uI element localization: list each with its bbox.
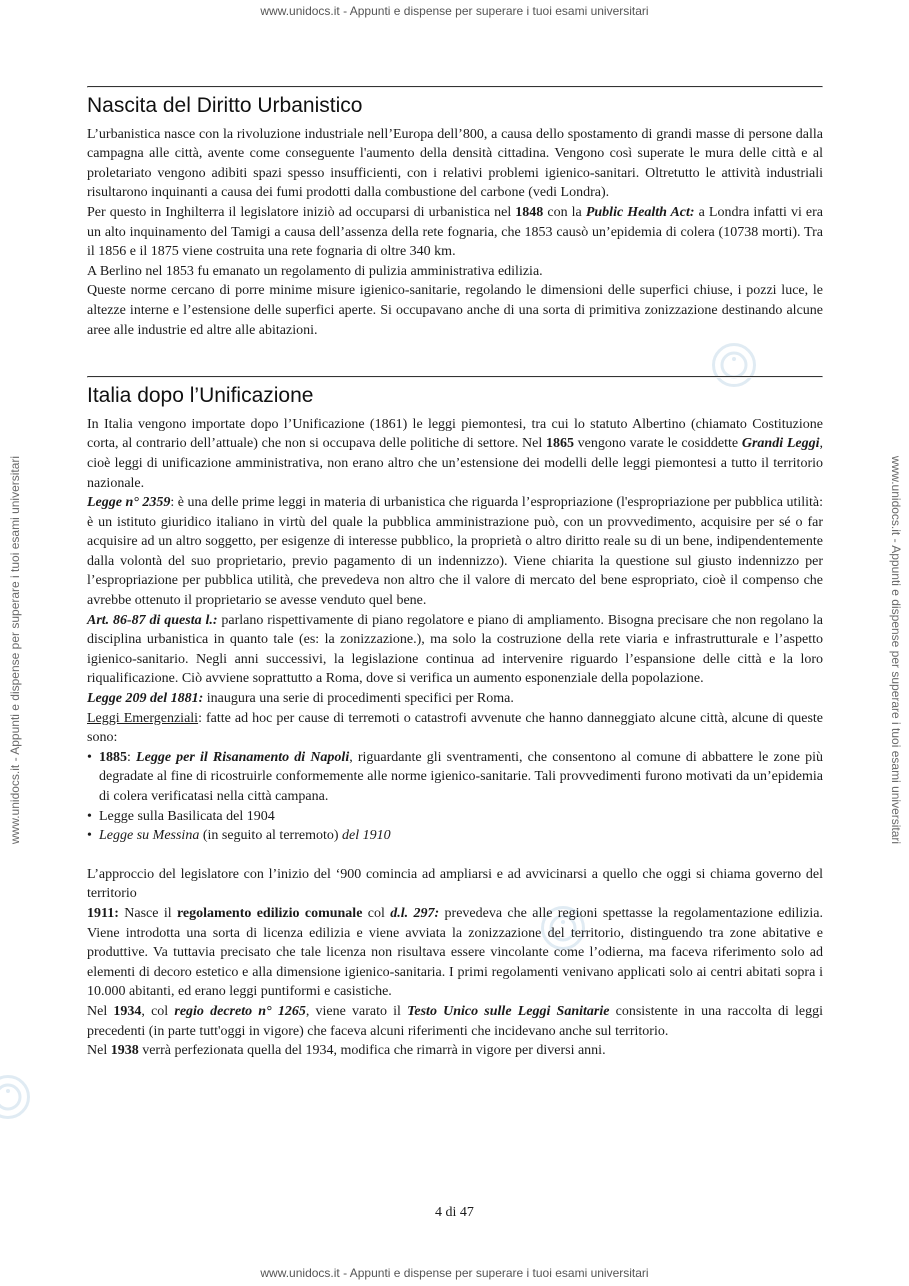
text: , cioè leggi di unificazione amministrativa, non erano altro che un’estensione dei modelli delle leggi piemontesi a tutto il territorio nazionale. <box>87 436 823 491</box>
text: : fatte ad hoc per cause di terremoti o catastrofi avvenute che hanno danneggiato alcune città, alcune di queste sono: <box>87 710 824 746</box>
law-name: Grandi Leggi <box>741 436 820 452</box>
law-name: Testo Unico sulle Leggi Sanitarie <box>407 1003 610 1019</box>
article-name: Art. 86-87 di questa l.: <box>87 612 218 628</box>
text: a Londra infatti vi era un alto inquinamento del Tamigi a causa dell’assenza della rete fognaria, che 1853 causò un’epidemia di colera (10738 morti). Tra il 1856 e il 1875 viene costruita una rete fognaria di oltre 340 km. <box>87 204 823 260</box>
text: , col <box>141 1003 175 1019</box>
text: Per questo in Inghilterra il legislatore iniziò ad occuparsi di urbanistica nel <box>87 204 516 220</box>
year: 1938 <box>110 1043 139 1059</box>
section-nascita-diritto-urbanistico <box>87 86 823 340</box>
text: parlano rispettivamente di piano regolatore e piano di ampliamento. Bisogna precisare che non regolano la disciplina urbanistica in quanto tale (es: la zonizzazione.), ma solo la costruzione della rete viaria e infrastrutturale e l’aspetto igienico-sanitario. Negli anni successivi, la legislazione continua ad intervenire riguardo l’espansione delle città e la loro riqualificazione. Ciò avviene soprattutto a Roma, dove si verifica un aumento esponenziale della popolazione. <box>87 612 823 687</box>
section-title: Nascita del Diritto Urbanistico <box>87 94 363 117</box>
left-side-watermark: www.unidocs.it - Appunti e dispense per superare i tuoi esami universitari <box>8 455 22 845</box>
regulation-name: regolamento edilizio comunale <box>176 905 363 921</box>
header-watermark: www.unidocs.it - Appunti e dispense per superare i tuoi esami universitari <box>260 4 649 18</box>
year: 1911: <box>87 905 119 921</box>
text: , viene varato il <box>305 1003 408 1019</box>
paragraph: A Berlino nel 1853 fu emanato un regolamento di pulizia amministrativa edilizia. <box>87 263 543 279</box>
footer-watermark: www.unidocs.it - Appunti e dispense per superare i tuoi esami universitari <box>260 1266 649 1280</box>
bullet-list <box>87 748 823 846</box>
paragraph <box>87 415 823 493</box>
text: : <box>127 749 137 765</box>
list-item <box>99 748 823 807</box>
law-name: Legge su Messina <box>99 828 200 844</box>
act-name: Public Health Act: <box>585 204 695 220</box>
text: con la <box>543 204 586 220</box>
list-item: • Legge sulla Basilicata del 1904 <box>99 807 823 827</box>
text: consistente in una raccolta di leggi precedenti (in parte tutt'oggi in vigore) che faceva alcuni riferimenti che incidevano anche sul territorio. <box>87 1003 824 1039</box>
year: 1848 <box>515 204 544 220</box>
year: 1885 <box>99 749 127 765</box>
spacer <box>87 846 823 865</box>
unidocs-logo-icon <box>0 1075 30 1119</box>
year: 1934 <box>113 1003 142 1019</box>
paragraph <box>87 611 823 689</box>
text: Nel <box>87 1043 111 1059</box>
underlined-label: Leggi Emergenziali <box>87 710 199 726</box>
paragraph: Queste norme cercano di porre minime misure igienico-sanitarie, regolando le dimensioni delle superfici chiuse, i pozzi luce, le altezze interne e l’estensione delle superfici aperte. Si occupavano anche di una sorta di primitiva zonizzazione destinando alcune aree alle industrie ed altre alle abitazioni. <box>87 283 823 338</box>
section-title: Italia dopo l’Unificazione <box>87 384 314 408</box>
section-italia-dopo-unificazione <box>87 376 823 1061</box>
paragraph: L’urbanistica nasce con la rivoluzione industriale nell’Europa dell’800, a causa dello spostamento di grandi masse di persone dalla campagna alle città, avente come conseguente l'aumento della densità cittadina. Vengono così superate le mura delle città e al proletariato vengono adibiti spazi spesso insufficienti, con i relativi problemi igienico-sanitari. Oltretutto le attività industriali risultarono inquinanti a causa dei fumi prodotti dalla combustione del carbone (vedi Londra). <box>87 126 823 201</box>
text: , riguardante gli sventramenti, che consentono al comune di abbattere le zone più degradate al fine di ricostruirle conformemente alle norme igienico-sanitarie. Tali provvedimenti furono motivati da un’epidemia di colera verificatasi nella città campana. <box>99 749 824 804</box>
paragraph <box>87 1041 823 1061</box>
text: : è una delle prime leggi in materia di urbanistica che riguarda l’espropriazione (l'espropriazione per pubblica utilità: è un istituto giuridico italiano in virtù del quale la pubblica amministrazione può, con un provvedimento, acquisire per sé o far acquisire ad un altro soggetto, per esigenze di interesse pubblico, la proprietà o altro diritto reale su di un bene, indipendentemente dalla volontà del suo proprietario, previo pagamento di un indennizzo). Viene chiarita la questione sul giusto indennizzo per l’espropriazione per pubblica utilità, che prevedeva non altro che il valore di mercato del bene espropriato, cioè il compenso che avrebbe ottenuto il proprietario se avesse venduto quel bene. <box>87 495 823 609</box>
decree-name: d.l. 297: <box>390 905 440 921</box>
text: inaugura una serie di procedimenti specifici per Roma. <box>203 691 514 707</box>
page-number: 4 di 47 <box>435 1205 474 1220</box>
section-divider <box>87 86 823 88</box>
text: Nel <box>87 1003 114 1019</box>
list-item <box>99 826 823 846</box>
year: 1865 <box>545 436 574 452</box>
text: (in seguito al terremoto) <box>199 828 343 844</box>
year: del 1910 <box>342 828 391 844</box>
paragraph <box>87 709 823 748</box>
text: verrà perfezionata quella del 1934, modifica che rimarrà in vigore per diversi anni. <box>138 1043 606 1059</box>
text: vengono varate le cosiddette <box>573 436 742 452</box>
document-content <box>87 86 823 1061</box>
text: prevedeva che alle regioni spettasse la regolamentazione edilizia. Viene introdotta una sorta di licenza edilizia e viene avviata la zonizzazione del territorio, distinguendo tra zone abitative e produttive. Va tuttavia precisato che tale licenza non risultava essere vincolante come l’odierna, ma faceva riferimento solo ad elementi di decoro estetico e alla dimensione igienico-sanitaria. I primi regolamenti venivano applicati solo ai centri abitati sopra i 10.000 abitanti, ed erano leggi puntiformi e casistiche. <box>87 905 823 1000</box>
paragraph <box>87 1002 823 1041</box>
decree-name: regio decreto n° 1265 <box>174 1003 306 1019</box>
paragraph <box>87 689 823 709</box>
text: Nasce il <box>118 905 177 921</box>
paragraph <box>87 493 823 611</box>
text: col <box>362 905 391 921</box>
law-name: Legge n° 2359 <box>87 495 171 511</box>
text: In Italia vengono importate dopo l’Unificazione (1861) le leggi piemontesi, tra cui lo statuto Albertino (chiamato Costituzione corta, al contrario dell’attuale) che non si occupava delle politiche di settore. Nel <box>87 416 823 452</box>
paragraph <box>87 904 823 1002</box>
paragraph: L’approccio del legislatore con l’inizio del ‘900 comincia ad ampliarsi e ad avvicinarsi a quello che oggi si chiama governo del territorio <box>87 866 823 902</box>
section-divider <box>87 376 823 378</box>
right-side-watermark: www.unidocs.it - Appunti e dispense per superare i tuoi esami universitari <box>889 455 903 845</box>
paragraph <box>87 203 823 262</box>
law-name: Legge per il Risanamento di Napoli <box>136 749 350 765</box>
law-name: Legge 209 del 1881: <box>87 691 204 707</box>
